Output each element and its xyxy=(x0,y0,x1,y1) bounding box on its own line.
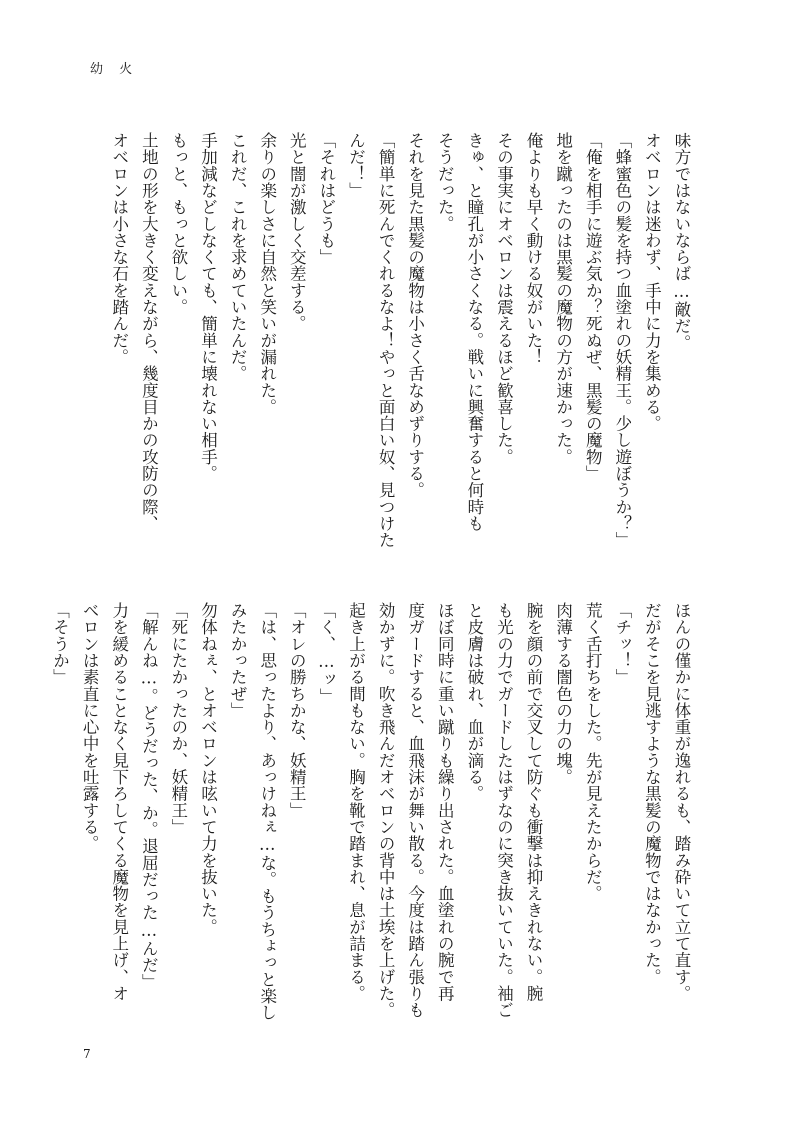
text-line: 「は、思ったより、あっけねぇ…な。もうちょっと楽し xyxy=(257,602,277,1021)
text-line: これだ、これを求めていたんだ。 xyxy=(228,132,248,382)
upper-text-block xyxy=(96,132,696,562)
text-line: も光の力でガードしたはずなのに突き抜いていた。袖ご xyxy=(494,602,514,1019)
text-line: オベロンは迷わず、手中に力を集める。 xyxy=(642,132,662,432)
text-line: 荒く舌打ちをした。先が見えたからだ。 xyxy=(583,602,603,902)
text-line: 土地の形を大きく変えながら、幾度目かの攻防の際、 xyxy=(139,132,159,532)
text-line: 起き上がる間もない。胸を靴で踏まれ、息が詰まる。 xyxy=(346,602,366,1002)
text-line: ベロンは素直に心中を吐露する。 xyxy=(80,602,100,852)
text-line: もっと、もっと欲しい。 xyxy=(168,132,188,316)
text-line: 味方ではないならば…敵だ。 xyxy=(672,132,691,351)
text-line: 「チッ！」 xyxy=(612,602,632,686)
text-line: 効かずに。吹き飛んだオベロンの背中は土埃を上げた。 xyxy=(376,602,396,1019)
text-line: と皮膚は破れ、血が滴る。 xyxy=(464,602,484,802)
page-number: 7 xyxy=(83,1047,91,1061)
text-line: 「そうか」 xyxy=(50,602,70,686)
text-line: その事実にオベロンは震えるほど歓喜した。 xyxy=(494,132,514,465)
running-header: 幼 火 xyxy=(90,62,139,77)
text-line: ほぼ同時に重い蹴りも繰り出された。血塗れの腕で再 xyxy=(435,602,455,1002)
text-line: 勿体ねぇ、とオベロンは呟いて力を抜いた。 xyxy=(198,602,218,935)
text-line: みたかったぜ」 xyxy=(228,602,248,719)
text-line: 力を緩めることなく見下ろしてくる魔物を見上げ、オ xyxy=(109,602,129,1002)
text-line: 「解んね…。どうだった、か。退屈だった…んだ」 xyxy=(139,602,159,990)
text-line: そうだった。 xyxy=(435,132,455,232)
text-line: 「死にたかったのか、妖精王」 xyxy=(168,602,188,836)
text-line: 「俺を相手に遊ぶ気か？死ぬぜ、黒髪の魔物」 xyxy=(583,132,603,482)
text-line: 俺よりも早く動ける奴がいた！ xyxy=(524,132,544,366)
text-line: 「簡単に死んでくれるなよ！やっと面白い奴、見つけた xyxy=(376,132,396,549)
text-line: だがそこを見逃すような黒髪の魔物ではなかった。 xyxy=(642,602,662,985)
lower-text-block xyxy=(50,602,696,1027)
text-line: 度ガードすると、血飛沫が舞い散る。今度は踏ん張りも xyxy=(405,602,425,1019)
text-line: きゅ、と瞳孔が小さくなる。戦いに興奮すると何時も xyxy=(464,132,484,532)
text-line: 地を蹴ったのは黒髪の魔物の方が速かった。 xyxy=(553,132,573,465)
text-line: それを見た黒髪の魔物は小さく舌なめずりする。 xyxy=(405,132,425,499)
text-line: ほんの僅かに体重が逸れるも、踏み砕いて立て直す。 xyxy=(672,602,691,1002)
text-line: 余りの楽しさに自然と笑いが漏れた。 xyxy=(257,132,277,416)
text-line: 腕を顔の前で交叉して防ぐも衝撃は抑えきれない。腕 xyxy=(524,602,544,1002)
text-line: 手加減などしなくても、簡単に壊れない相手。 xyxy=(198,132,218,482)
text-line: 「蜂蜜色の髪を持つ血塗れの妖精王。少し遊ぼうか？」 xyxy=(612,132,632,549)
text-line: 「それはどうも」 xyxy=(316,132,336,266)
text-line: オベロンは小さな石を踏んだ。 xyxy=(109,132,129,366)
text-line: 「く、…ッ」 xyxy=(316,602,336,705)
text-line: んだ！」 xyxy=(346,132,366,199)
text-line: 肉薄する闇色の力の塊。 xyxy=(553,602,573,786)
text-line: 光と闇が激しく交差する。 xyxy=(287,132,307,332)
text-line: 「オレの勝ちかな、妖精王」 xyxy=(287,602,307,819)
